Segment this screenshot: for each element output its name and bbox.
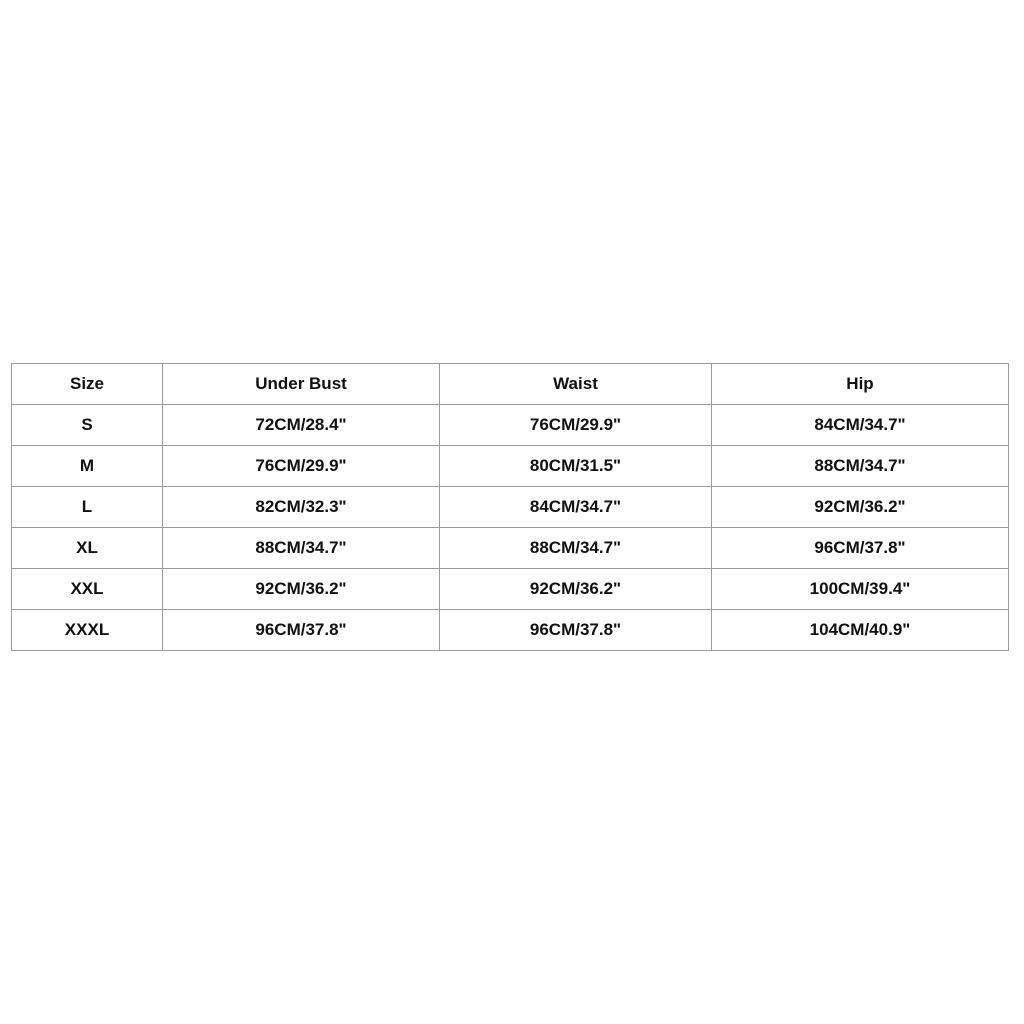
cell-under-bust: 92CM/36.2": [163, 569, 440, 610]
cell-under-bust: 72CM/28.4": [163, 405, 440, 446]
cell-waist: 84CM/34.7": [440, 487, 712, 528]
cell-size: S: [12, 405, 163, 446]
cell-waist: 88CM/34.7": [440, 528, 712, 569]
cell-waist: 96CM/37.8": [440, 610, 712, 651]
header-waist: Waist: [440, 364, 712, 405]
cell-size: XXXL: [12, 610, 163, 651]
table-row: [12, 446, 1009, 487]
table-header-row: [12, 364, 1009, 405]
cell-hip: 96CM/37.8": [712, 528, 1009, 569]
cell-hip: 100CM/39.4": [712, 569, 1009, 610]
table-row: [12, 405, 1009, 446]
cell-size: XXL: [12, 569, 163, 610]
cell-hip: 92CM/36.2": [712, 487, 1009, 528]
cell-waist: 80CM/31.5": [440, 446, 712, 487]
size-chart-table: [11, 363, 1009, 651]
cell-under-bust: 88CM/34.7": [163, 528, 440, 569]
cell-size: L: [12, 487, 163, 528]
cell-under-bust: 76CM/29.9": [163, 446, 440, 487]
cell-hip: 104CM/40.9": [712, 610, 1009, 651]
header-under-bust: Under Bust: [163, 364, 440, 405]
table-row: [12, 569, 1009, 610]
cell-size: XL: [12, 528, 163, 569]
cell-waist: 76CM/29.9": [440, 405, 712, 446]
table-row: [12, 528, 1009, 569]
header-hip: Hip: [712, 364, 1009, 405]
cell-size: M: [12, 446, 163, 487]
table-row: [12, 487, 1009, 528]
header-size: Size: [12, 364, 163, 405]
cell-hip: 88CM/34.7": [712, 446, 1009, 487]
cell-waist: 92CM/36.2": [440, 569, 712, 610]
table-row: [12, 610, 1009, 651]
cell-under-bust: 82CM/32.3": [163, 487, 440, 528]
cell-under-bust: 96CM/37.8": [163, 610, 440, 651]
cell-hip: 84CM/34.7": [712, 405, 1009, 446]
